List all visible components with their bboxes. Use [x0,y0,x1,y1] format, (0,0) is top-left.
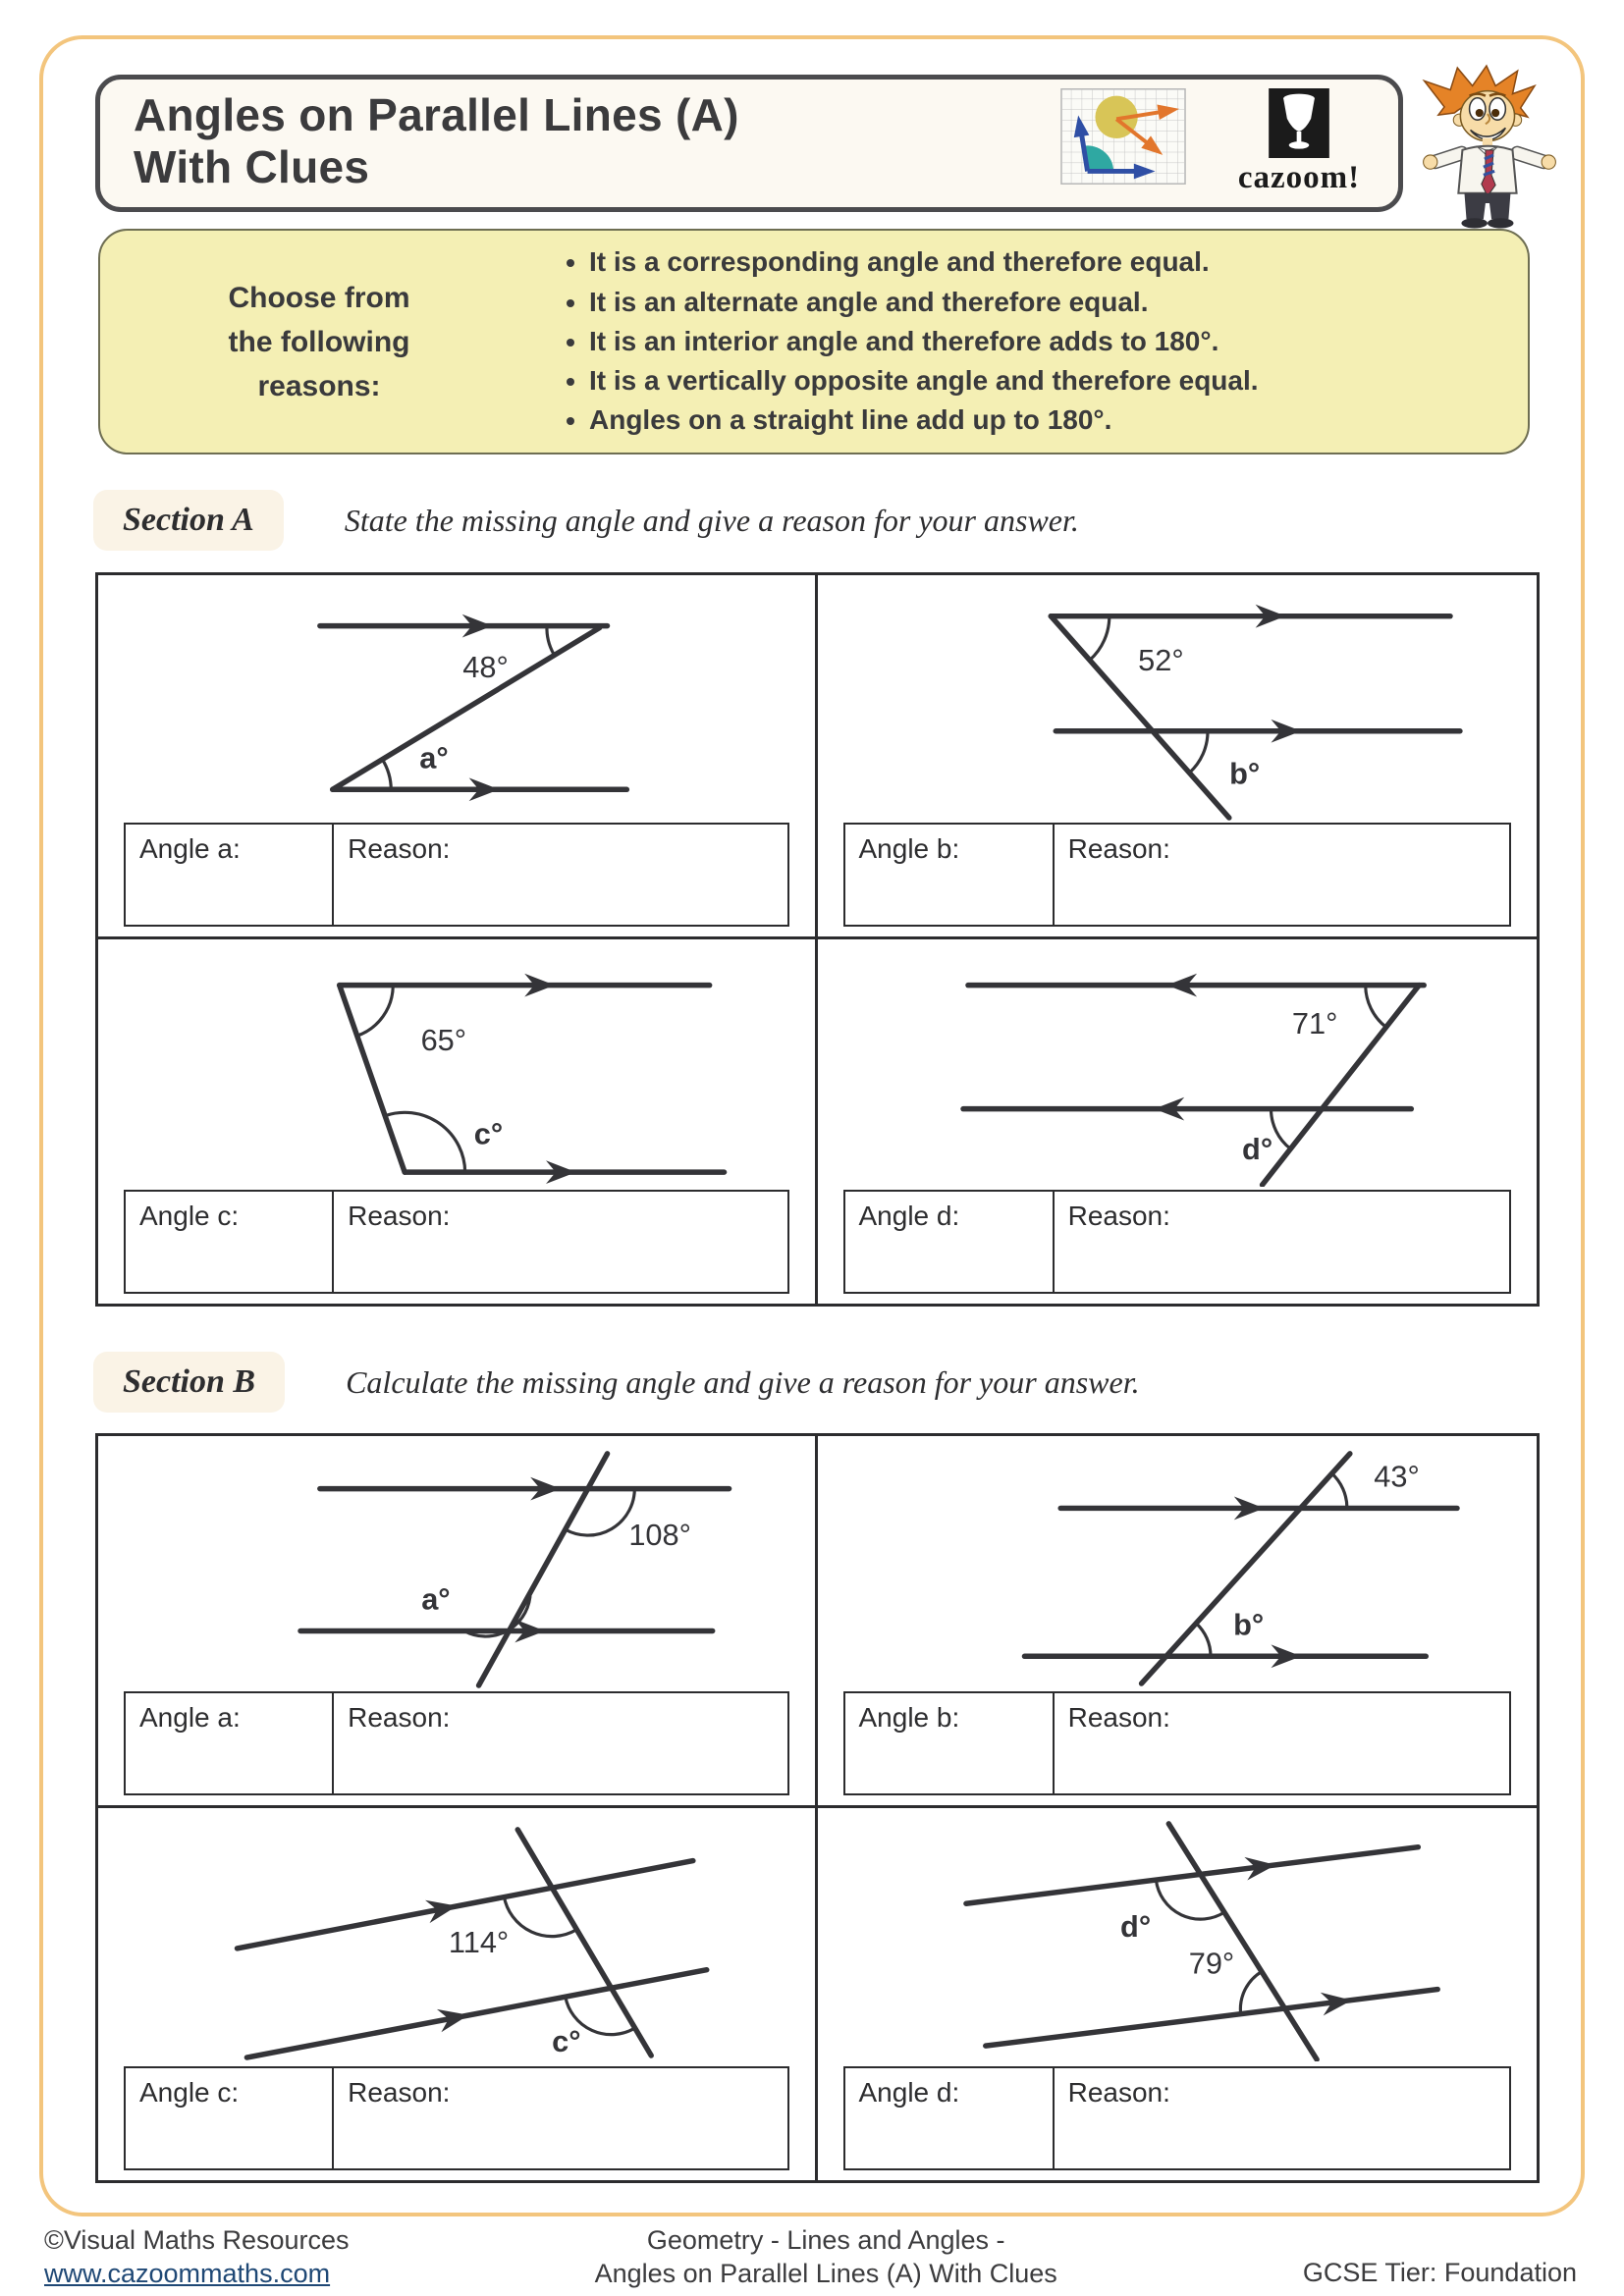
angle-diagram-b3 [98,1810,815,2061]
problem-cell-a4 [818,939,1538,1304]
angle-diagram-b2 [818,1438,1538,1689]
section-a-grid [95,572,1540,1307]
problem-cell-a2 [818,575,1538,939]
unknown-angle-label: a° [421,1581,451,1617]
angle-diagram-b4 [818,1810,1538,2061]
reason-answer-field[interactable]: Reason: [348,1201,451,1231]
reason-answer-field[interactable]: Reason: [1067,1201,1170,1231]
cazoom-goblet-icon [1268,88,1330,158]
footer-topic-line2: Angles on Parallel Lines (A) With Clues [594,2258,1057,2288]
given-angle-label: 108° [628,1518,691,1553]
clue-bullet: • It is an interior angle and therefore adds to 180°. [589,322,1259,361]
angle-answer-field[interactable]: Angle b: [845,825,1055,925]
clues-label-line1: Choose from [228,281,410,314]
section-b-label: Section B [93,1352,285,1413]
given-angle-label: 71° [1291,1006,1337,1041]
angle-diagram-a2 [818,577,1538,823]
footer-website-link[interactable]: www.cazoommaths.com [44,2258,331,2288]
angle-diagram-a3 [98,941,815,1187]
angle-arc [1331,1473,1347,1509]
angle-diagram-a1 [98,577,815,823]
angle-arc [385,1112,464,1172]
clues-label-line3: reasons: [257,369,381,402]
footer-left [44,2224,350,2291]
footer-center [350,2224,1303,2291]
angle-arc [547,626,554,655]
unknown-angle-label: b° [1228,756,1260,791]
parallel-lines [962,986,1423,1185]
parallel-lines [300,1454,730,1685]
angle-arc [1189,731,1208,774]
footer-copyright: ©Visual Maths Resources [44,2225,350,2255]
angle-answer-field[interactable]: Angle c: [126,1192,334,1292]
angle-answer-field[interactable]: Angle a: [126,825,334,925]
problem-cell-b1 [98,1436,818,1808]
reason-answer-field[interactable]: Reason: [348,1702,451,1733]
angle-answer-field[interactable]: Angle b: [845,1693,1055,1793]
angle-arc [1365,986,1385,1028]
unknown-angle-label: c° [473,1116,504,1151]
angle-arc [1196,1624,1211,1657]
angle-answer-field[interactable]: Angle c: [126,2068,334,2168]
footer-tier: GCSE Tier: Foundation [1302,2258,1577,2287]
answer-box [124,2066,789,2170]
problem-cell-b3 [98,1808,818,2180]
answer-box [843,2066,1512,2170]
unknown-angle-label: d° [1241,1132,1272,1167]
angle-arc [1271,1109,1290,1149]
angle-diagram-a4 [818,941,1538,1187]
clues-box [98,229,1530,454]
given-angle-label: 79° [1188,1946,1234,1981]
parallel-lines [340,986,725,1172]
unknown-angle-label: b° [1232,1607,1264,1642]
clues-list [550,242,1259,441]
angle-answer-field[interactable]: Angle d: [845,2068,1055,2168]
clues-label-line2: the following [228,325,410,358]
angle-arc [382,760,391,790]
footer [44,2224,1577,2291]
angle-answer-field[interactable]: Angle d: [845,1192,1055,1292]
answer-box [124,1190,789,1294]
section-b-grid [95,1433,1540,2183]
header [95,75,1403,212]
page-title [134,89,739,194]
unknown-angle-label: d° [1119,1908,1151,1944]
reason-answer-field[interactable]: Reason: [1067,1702,1170,1733]
angle-diagram-b1 [98,1438,815,1689]
given-angle-label: 43° [1373,1459,1420,1494]
problem-cell-a3 [98,939,818,1304]
mascot-character [1414,63,1565,253]
unknown-angle-label: c° [552,2024,581,2059]
geometry-grid-logo-icon [1060,86,1186,187]
answer-box [124,1691,789,1795]
mascot-face [1460,91,1514,141]
section-a-instruction: State the missing angle and give a reason for your answer. [344,502,1079,538]
footer-topic-line1: Geometry - Lines and Angles - [646,2225,1005,2255]
angle-arc [1089,616,1109,661]
cazoom-logo-text: cazoom! [1237,160,1361,195]
clue-bullet: • It is an alternate angle and therefore equal. [589,283,1259,322]
mascot-pants [1464,193,1510,220]
unknown-angle-label: a° [419,740,449,775]
clue-bullet: • It is a corresponding angle and therefore equal. [589,242,1259,282]
given-angle-label: 48° [462,650,509,685]
reason-answer-field[interactable]: Reason: [348,833,451,864]
section-a-header [93,485,1079,556]
parallel-lines [965,1824,1436,2059]
page-title-line2: With Clues [134,141,370,193]
cazoom-logo [1225,88,1373,196]
angle-arc [1240,1972,1261,2015]
answer-box [124,823,789,927]
clue-bullet: • It is a vertically opposite angle and therefore equal. [589,361,1259,400]
problem-cell-a1 [98,575,818,939]
given-angle-label: 52° [1137,643,1184,678]
answer-box [843,1190,1512,1294]
angle-arc [504,1896,575,1936]
angle-arc [357,986,394,1037]
answer-box [843,823,1512,927]
reason-answer-field[interactable]: Reason: [1067,833,1170,864]
clues-label [147,276,491,408]
given-angle-label: 114° [448,1924,510,1959]
page-title-line1: Angles on Parallel Lines (A) [134,89,739,140]
section-b-instruction: Calculate the missing angle and give a reason for your answer. [346,1363,1140,1400]
answer-box [843,1691,1512,1795]
angle-answer-field[interactable]: Angle a: [126,1693,334,1793]
given-angle-label: 65° [420,1023,467,1058]
section-b-header [93,1347,1140,1417]
reason-answer-field[interactable]: Reason: [1067,2077,1170,2108]
clue-bullet: • Angles on a straight line add up to 180°. [589,400,1259,440]
problem-cell-b4 [818,1808,1538,2180]
reason-answer-field[interactable]: Reason: [348,2077,451,2108]
problem-cell-b2 [818,1436,1538,1808]
section-a-label: Section A [93,490,284,551]
